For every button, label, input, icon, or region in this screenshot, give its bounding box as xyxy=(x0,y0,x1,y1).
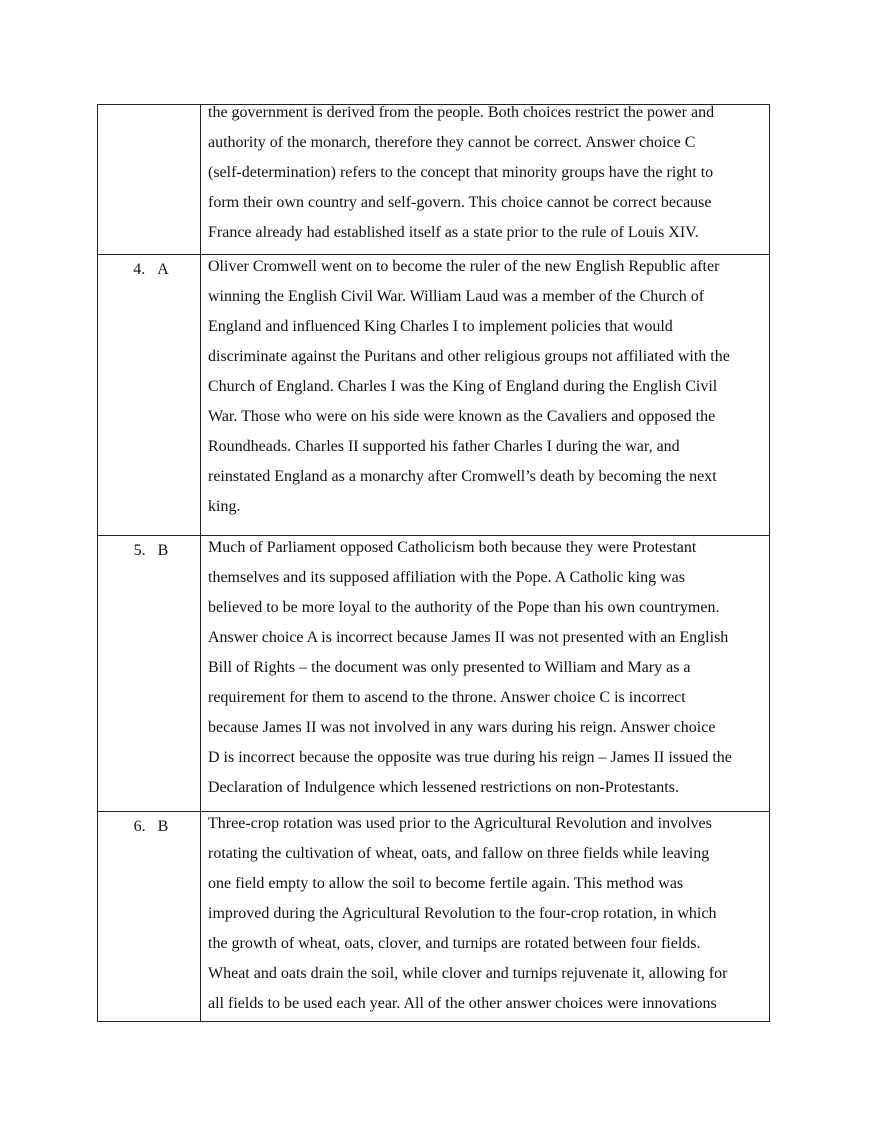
question-answer-cell xyxy=(98,255,201,536)
answer-letter: B xyxy=(157,542,169,559)
question-answer-cell xyxy=(98,812,201,1022)
question-answer-cell xyxy=(98,105,201,255)
explanation-cell xyxy=(201,105,770,255)
question-number: 4. xyxy=(133,261,146,278)
explanation-line: (self-determination) refers to the concept that minority groups have the right to xyxy=(208,164,714,181)
explanation-line: the government is derived from the people. Both choices restrict the power and xyxy=(208,104,715,121)
explanation-line: rotating the cultivation of wheat, oats, and fallow on three fields while leaving xyxy=(208,845,710,862)
explanation-line: all fields to be used each year. All of the other answer choices were innovations xyxy=(208,995,717,1012)
answer-letter: A xyxy=(157,261,169,278)
question-number: 5. xyxy=(133,542,146,559)
explanation-line: Declaration of Indulgence which lessened restrictions on non-Protestants. xyxy=(208,779,679,796)
explanation-cell xyxy=(201,255,770,536)
explanation-line: winning the English Civil War. William Laud was a member of the Church of xyxy=(208,288,705,305)
explanation-line: Bill of Rights – the document was only presented to William and Mary as a xyxy=(208,659,691,676)
explanation-line: Answer choice A is incorrect because James II was not presented with an English xyxy=(208,629,729,646)
explanation-line: Wheat and oats drain the soil, while clover and turnips rejuvenate it, allowing for xyxy=(208,965,728,982)
explanation-line: themselves and its supposed affiliation with the Pope. A Catholic king was xyxy=(208,569,685,586)
explanation-line: reinstated England as a monarchy after Cromwell’s death by becoming the next xyxy=(208,468,717,485)
explanation-line: discriminate against the Puritans and other religious groups not affiliated with the xyxy=(208,348,730,365)
answer-explanation-table xyxy=(97,104,770,1022)
explanation-cell xyxy=(201,536,770,812)
explanation-line: requirement for them to ascend to the throne. Answer choice C is incorrect xyxy=(208,689,686,706)
explanation-line: Roundheads. Charles II supported his father Charles I during the war, and xyxy=(208,438,680,455)
explanation-line: France already had established itself as a state prior to the rule of Louis XIV. xyxy=(208,224,699,241)
explanation-line: authority of the monarch, therefore they cannot be correct. Answer choice C xyxy=(208,134,696,151)
table-row xyxy=(98,812,770,1022)
explanation-line: D is incorrect because the opposite was true during his reign – James II issued the xyxy=(208,749,732,766)
explanation-line: one field empty to allow the soil to become fertile again. This method was xyxy=(208,875,684,892)
explanation-line: Much of Parliament opposed Catholicism both because they were Protestant xyxy=(208,539,697,556)
question-answer-cell xyxy=(98,536,201,812)
explanation-line: because James II was not involved in any wars during his reign. Answer choice xyxy=(208,719,716,736)
explanation-line: king. xyxy=(208,498,241,515)
table-row xyxy=(98,536,770,812)
explanation-line: improved during the Agricultural Revolution to the four-crop rotation, in which xyxy=(208,905,717,922)
question-number: 6. xyxy=(133,818,146,835)
table-row xyxy=(98,105,770,255)
table-row xyxy=(98,255,770,536)
explanation-line: Oliver Cromwell went on to become the ruler of the new English Republic after xyxy=(208,258,720,275)
explanation-line: believed to be more loyal to the authority of the Pope than his own countrymen. xyxy=(208,599,720,616)
explanation-cell xyxy=(201,812,770,1022)
explanation-line: the growth of wheat, oats, clover, and turnips are rotated between four fields. xyxy=(208,935,701,952)
explanation-line: England and influenced King Charles I to implement policies that would xyxy=(208,318,673,335)
explanation-line: War. Those who were on his side were known as the Cavaliers and opposed the xyxy=(208,408,716,425)
answer-letter: B xyxy=(157,818,169,835)
explanation-line: Three-crop rotation was used prior to the Agricultural Revolution and involves xyxy=(208,815,712,832)
explanation-line: Church of England. Charles I was the King of England during the English Civil xyxy=(208,378,718,395)
explanation-line: form their own country and self-govern. This choice cannot be correct because xyxy=(208,194,712,211)
